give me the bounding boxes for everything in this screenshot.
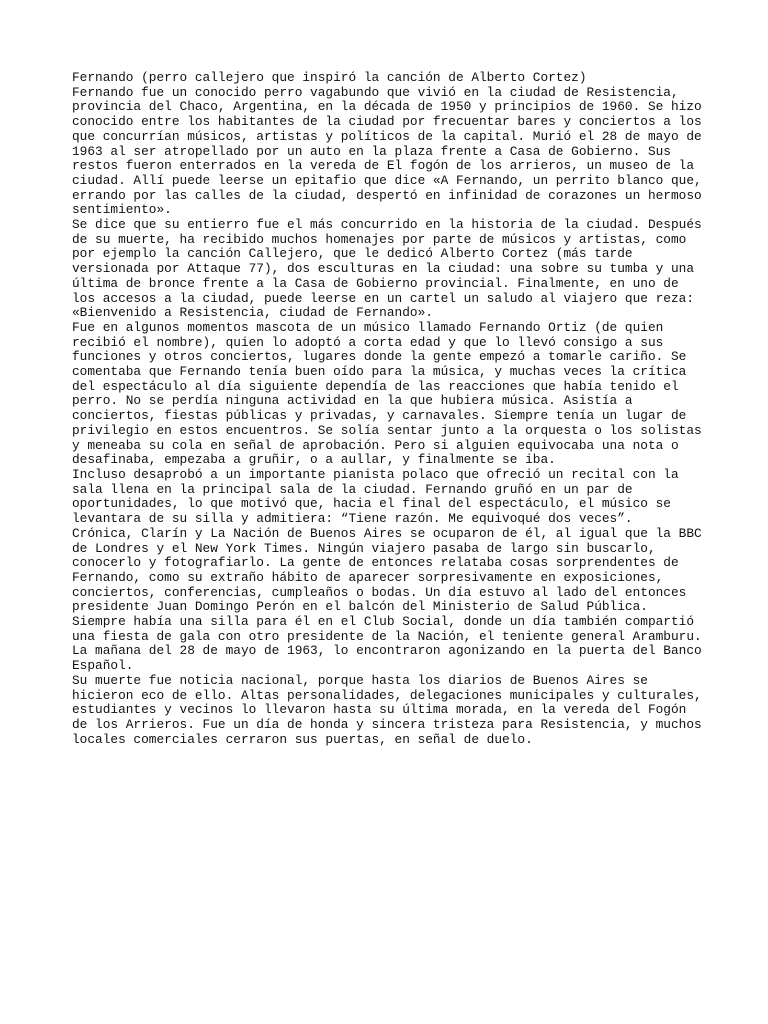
paragraph-2: Se dice que su entierro fue el más concurrido en la historia de la ciudad. Después de su muerte, ha recibido muchos homenajes por parte de músicos y artistas, como por ejemplo la canción Callejero, que le dedicó Alberto Cortez (más tarde versionada por Attaque 77), dos esculturas en la ciudad: una sobre su tumba y una última de bronce frente a la Casa de Gobierno provincial. Finalmente, en uno de los accesos a la ciudad, puede leerse en un cartel un saludo al viajero que reza: «Bienvenido a Resistencia, ciudad de Fernando». bbox=[72, 217, 702, 321]
paragraph-5: Crónica, Clarín y La Nación de Buenos Aires se ocuparon de él, al igual que la BBC de Londres y el New York Times. Ningún viajero pasaba de largo sin buscarlo, conocerlo y fotografiarlo. La gente de entonces relataba cosas sorprendentes de Fernando, como su extraño hábito de aparecer sorpresivamente en exposiciones, conciertos, conferencias, cumpleaños o bodas. Un día estuvo al lado del entonces presidente Juan Domingo Perón en el balcón del Ministerio de Salud Pública. Siempre había una silla para él en el Club Social, donde un día también compartió una fiesta de gala con otro presidente de la Nación, el teniente general Aramburu. bbox=[72, 525, 702, 644]
paragraph-3: Fue en algunos momentos mascota de un músico llamado Fernando Ortiz (de quien recibió el nombre), quien lo adoptó a corta edad y que lo llevó consigo a sus funciones y otros conciertos, lugares donde la gente empezó a tomarle cariño. Se comentaba que Fernando tenía buen oído para la música, y muchas veces la crítica del espectáculo al día siguiente dependía de las reacciones que había tenido el perro. No se perdía ninguna actividad en la que hubiera música. Asistía a conciertos, fiestas públicas y privadas, y carnavales. Siempre tenía un lugar de privilegio en estos encuentros. Se solía sentar junto a la orquesta o los solistas y meneaba su cola en señal de aprobación. Pero si alguien equivocaba una nota o desafinaba, empezaba a gruñir, o a aullar, y finalmente se iba. bbox=[72, 319, 702, 468]
paragraph-1: Fernando fue un conocido perro vagabundo que vivió en la ciudad de Resistencia, provincia del Chaco, Argentina, en la década de 1950 y principios de 1960. Se hizo conocido entre los habitantes de la ciudad por frecuentar bares y conciertos a los que concurrían músicos, artistas y políticos de la capital. Murió el 28 de mayo de 1963 al ser atropellado por un auto en la plaza frente a Casa de Gobierno. Sus restos fueron enterrados en la vereda de El fogón de los arrieros, un museo de la ciudad. Allí puede leerse un epitafio que dice «A Fernando, un perrito blanco que, errando por las calles de la ciudad, despertó en infinidad de corazones un hermoso sentimiento». bbox=[72, 84, 702, 218]
document-title: Fernando (perro callejero que inspiró la canción de Alberto Cortez) bbox=[72, 70, 587, 85]
paragraph-7: Su muerte fue noticia nacional, porque hasta los diarios de Buenos Aires se hicieron eco de ello. Altas personalidades, delegaciones municipales y culturales, estudiantes y vecinos lo llevaron hasta su última morada, en la vereda del Fogón de los Arrieros. Fue un día de honda y sincera tristeza para Resistencia, y muchos locales comerciales cerraron sus puertas, en señal de duelo. bbox=[72, 672, 702, 747]
paragraph-6: La mañana del 28 de mayo de 1963, lo encontraron agonizando en la puerta del Banco Español. bbox=[72, 643, 702, 674]
paragraph-4: Incluso desaprobó a un importante pianista polaco que ofreció un recital con la sala llena en la principal sala de la ciudad. Fernando gruñó en un par de oportunidades, lo que motivó que, hacia el final del espectáculo, el músico se levantara de su silla y admitiera: “Tiene razón. Me equivoqué dos veces”. bbox=[72, 466, 679, 527]
document-body bbox=[72, 71, 702, 747]
